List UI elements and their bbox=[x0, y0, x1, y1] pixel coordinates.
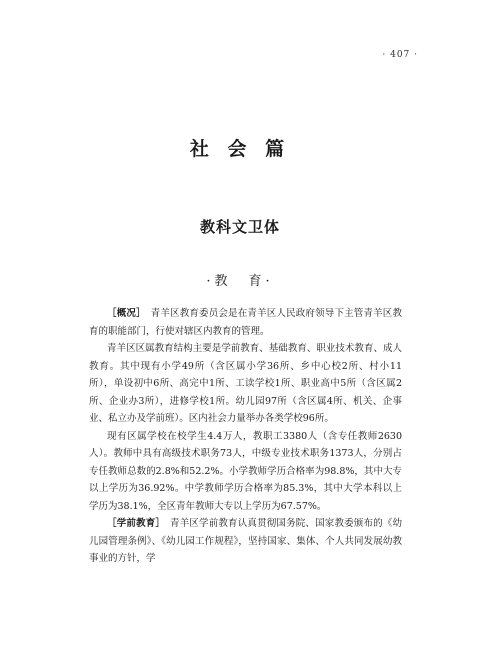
paragraph-lead: ［学前教育］ bbox=[107, 518, 161, 529]
paragraph-structure bbox=[89, 340, 402, 428]
page-number: · 407 · bbox=[382, 50, 418, 60]
body-text bbox=[89, 305, 402, 568]
paragraph-preschool bbox=[89, 515, 402, 568]
paragraph-overview bbox=[89, 305, 402, 340]
paragraph-lead: ［概况］ bbox=[107, 308, 141, 319]
section-title: ·教 育· bbox=[206, 274, 274, 289]
paragraph-staff bbox=[89, 428, 402, 516]
paragraph-text: 青羊区教育委员会是在青羊区人民政府领导下主管青羊区教育的职能部门，行使对辖区内教育的管理。 bbox=[89, 308, 402, 337]
part-title: 社 会 篇 bbox=[189, 138, 291, 160]
paragraph-text: 青羊区区属教育结构主要是学前教育、基础教育、职业技术教育、成人教育。其中现有小学49所（含区属小学36所、乡中心校2所、村小11所），单设初中6所、高完中1所、工读学校1所、职业高中5所（含区属2所、企业办3所），进修学校1所。幼儿园97所（含区属4所、机关、企事业、私立办及学前班）。区内社会力量举办各类学校96所。 bbox=[89, 343, 402, 424]
paragraph-text: 青羊区学前教育认真贯彻国务院、国家教委颁布的《幼儿园管理条例》、《幼儿园工作规程》，坚持国家、集体、个人共同发展幼教事业的方针，学 bbox=[89, 518, 402, 564]
chapter-title: 教科文卫体 bbox=[199, 218, 280, 236]
paragraph-text: 现有区属学校在校学生4.4万人，教职工3380人（含专任教师2630人）。教师中具有高级技术职务73人，中级专业技术职务1373人，分别占专任教师总数的2.8%和52.2%。小学教师学历合格率为98.8%，其中大专以上学历为36.92%。中学教师学历合格率为85.3%，其中大学本科以上学历为38.1%，全区青年教师大专以上学历为67.57%。 bbox=[89, 430, 402, 512]
